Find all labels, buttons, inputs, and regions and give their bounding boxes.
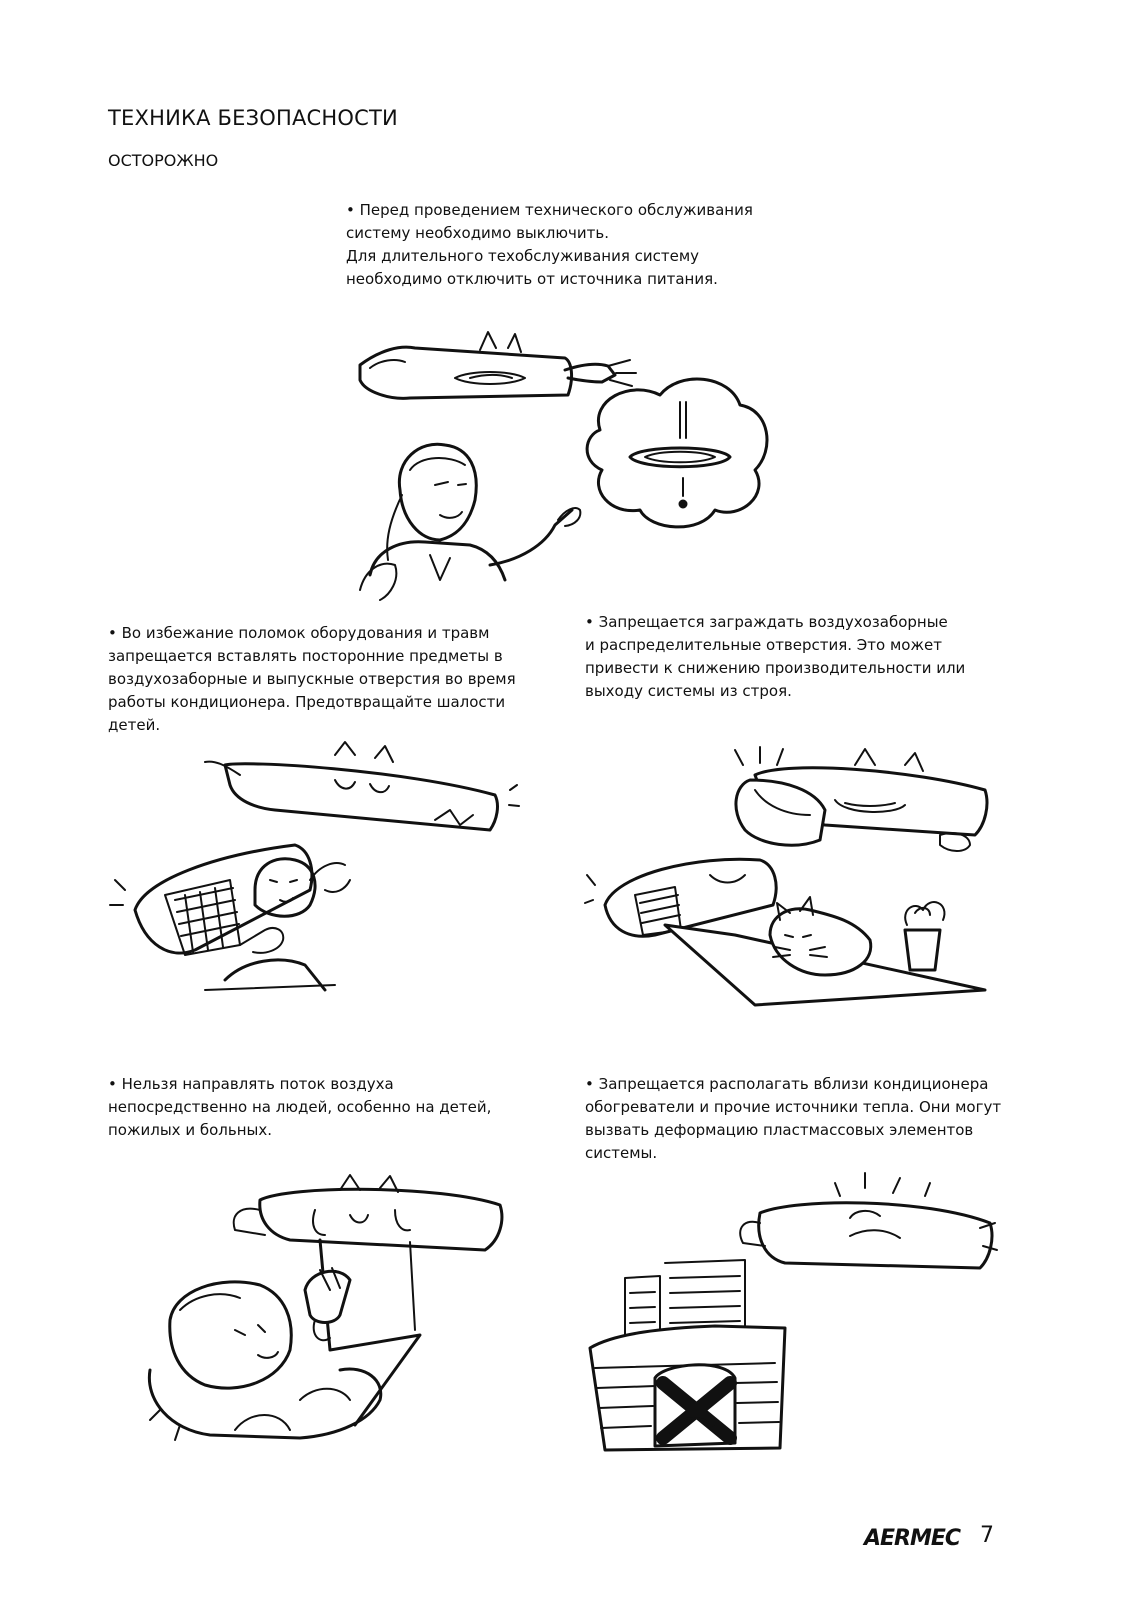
text-line: • Нельзя направлять поток воздуха (108, 1075, 394, 1093)
brand-logo: AERMEC (864, 1526, 961, 1551)
text-line: • Запрещается заграждать воздухозаборные (585, 613, 948, 631)
illustration-air-flow (140, 1170, 520, 1460)
page-title: ТЕХНИКА БЕЗОПАСНОСТИ (108, 106, 398, 130)
text-line: работы кондиционера. Предотвращайте шалости (108, 693, 506, 711)
page-number: 7 (980, 1523, 994, 1548)
text-line: • Запрещается располагать вблизи кондиционера (585, 1075, 989, 1093)
text-line: необходимо отключить от источника питания. (346, 270, 718, 288)
illustration-heat-sources (585, 1168, 1005, 1468)
warning-text-foreign-objects (108, 622, 548, 737)
text-line: вызвать деформацию пластмассовых элементов (585, 1121, 974, 1139)
warning-text-blocked-vents (585, 611, 1025, 703)
text-line: запрещается вставлять посторонние предметы в (108, 647, 503, 665)
illustration-foreign-objects (105, 740, 525, 1020)
warning-text-heat-sources (585, 1073, 1025, 1165)
text-line: выходу системы из строя. (585, 682, 792, 700)
warning-text-power-off (346, 199, 786, 291)
warning-text-air-flow (108, 1073, 548, 1142)
text-line: системы. (585, 1144, 658, 1162)
text-line: и распределительные отверстия. Это может (585, 636, 942, 654)
text-line: пожилых и больных. (108, 1121, 272, 1139)
text-line: обогреватели и прочие источники тепла. Они могут (585, 1098, 1002, 1116)
illustration-power-off (340, 320, 780, 610)
text-line: систему необходимо выключить. (346, 224, 609, 242)
text-line: • Во избежание поломок оборудования и травм (108, 624, 490, 642)
illustration-blocked-vents (585, 735, 1005, 1015)
text-line: воздухозаборные и выпускные отверстия во время (108, 670, 516, 688)
text-line: детей. (108, 716, 161, 734)
text-line: Для длительного техобслуживания систему (346, 247, 700, 265)
text-line: привести к снижению производительности или (585, 659, 966, 677)
text-line: • Перед проведением технического обслуживания (346, 201, 753, 219)
text-line: непосредственно на людей, особенно на детей, (108, 1098, 492, 1116)
page-subtitle: ОСТОРОЖНО (108, 151, 219, 170)
